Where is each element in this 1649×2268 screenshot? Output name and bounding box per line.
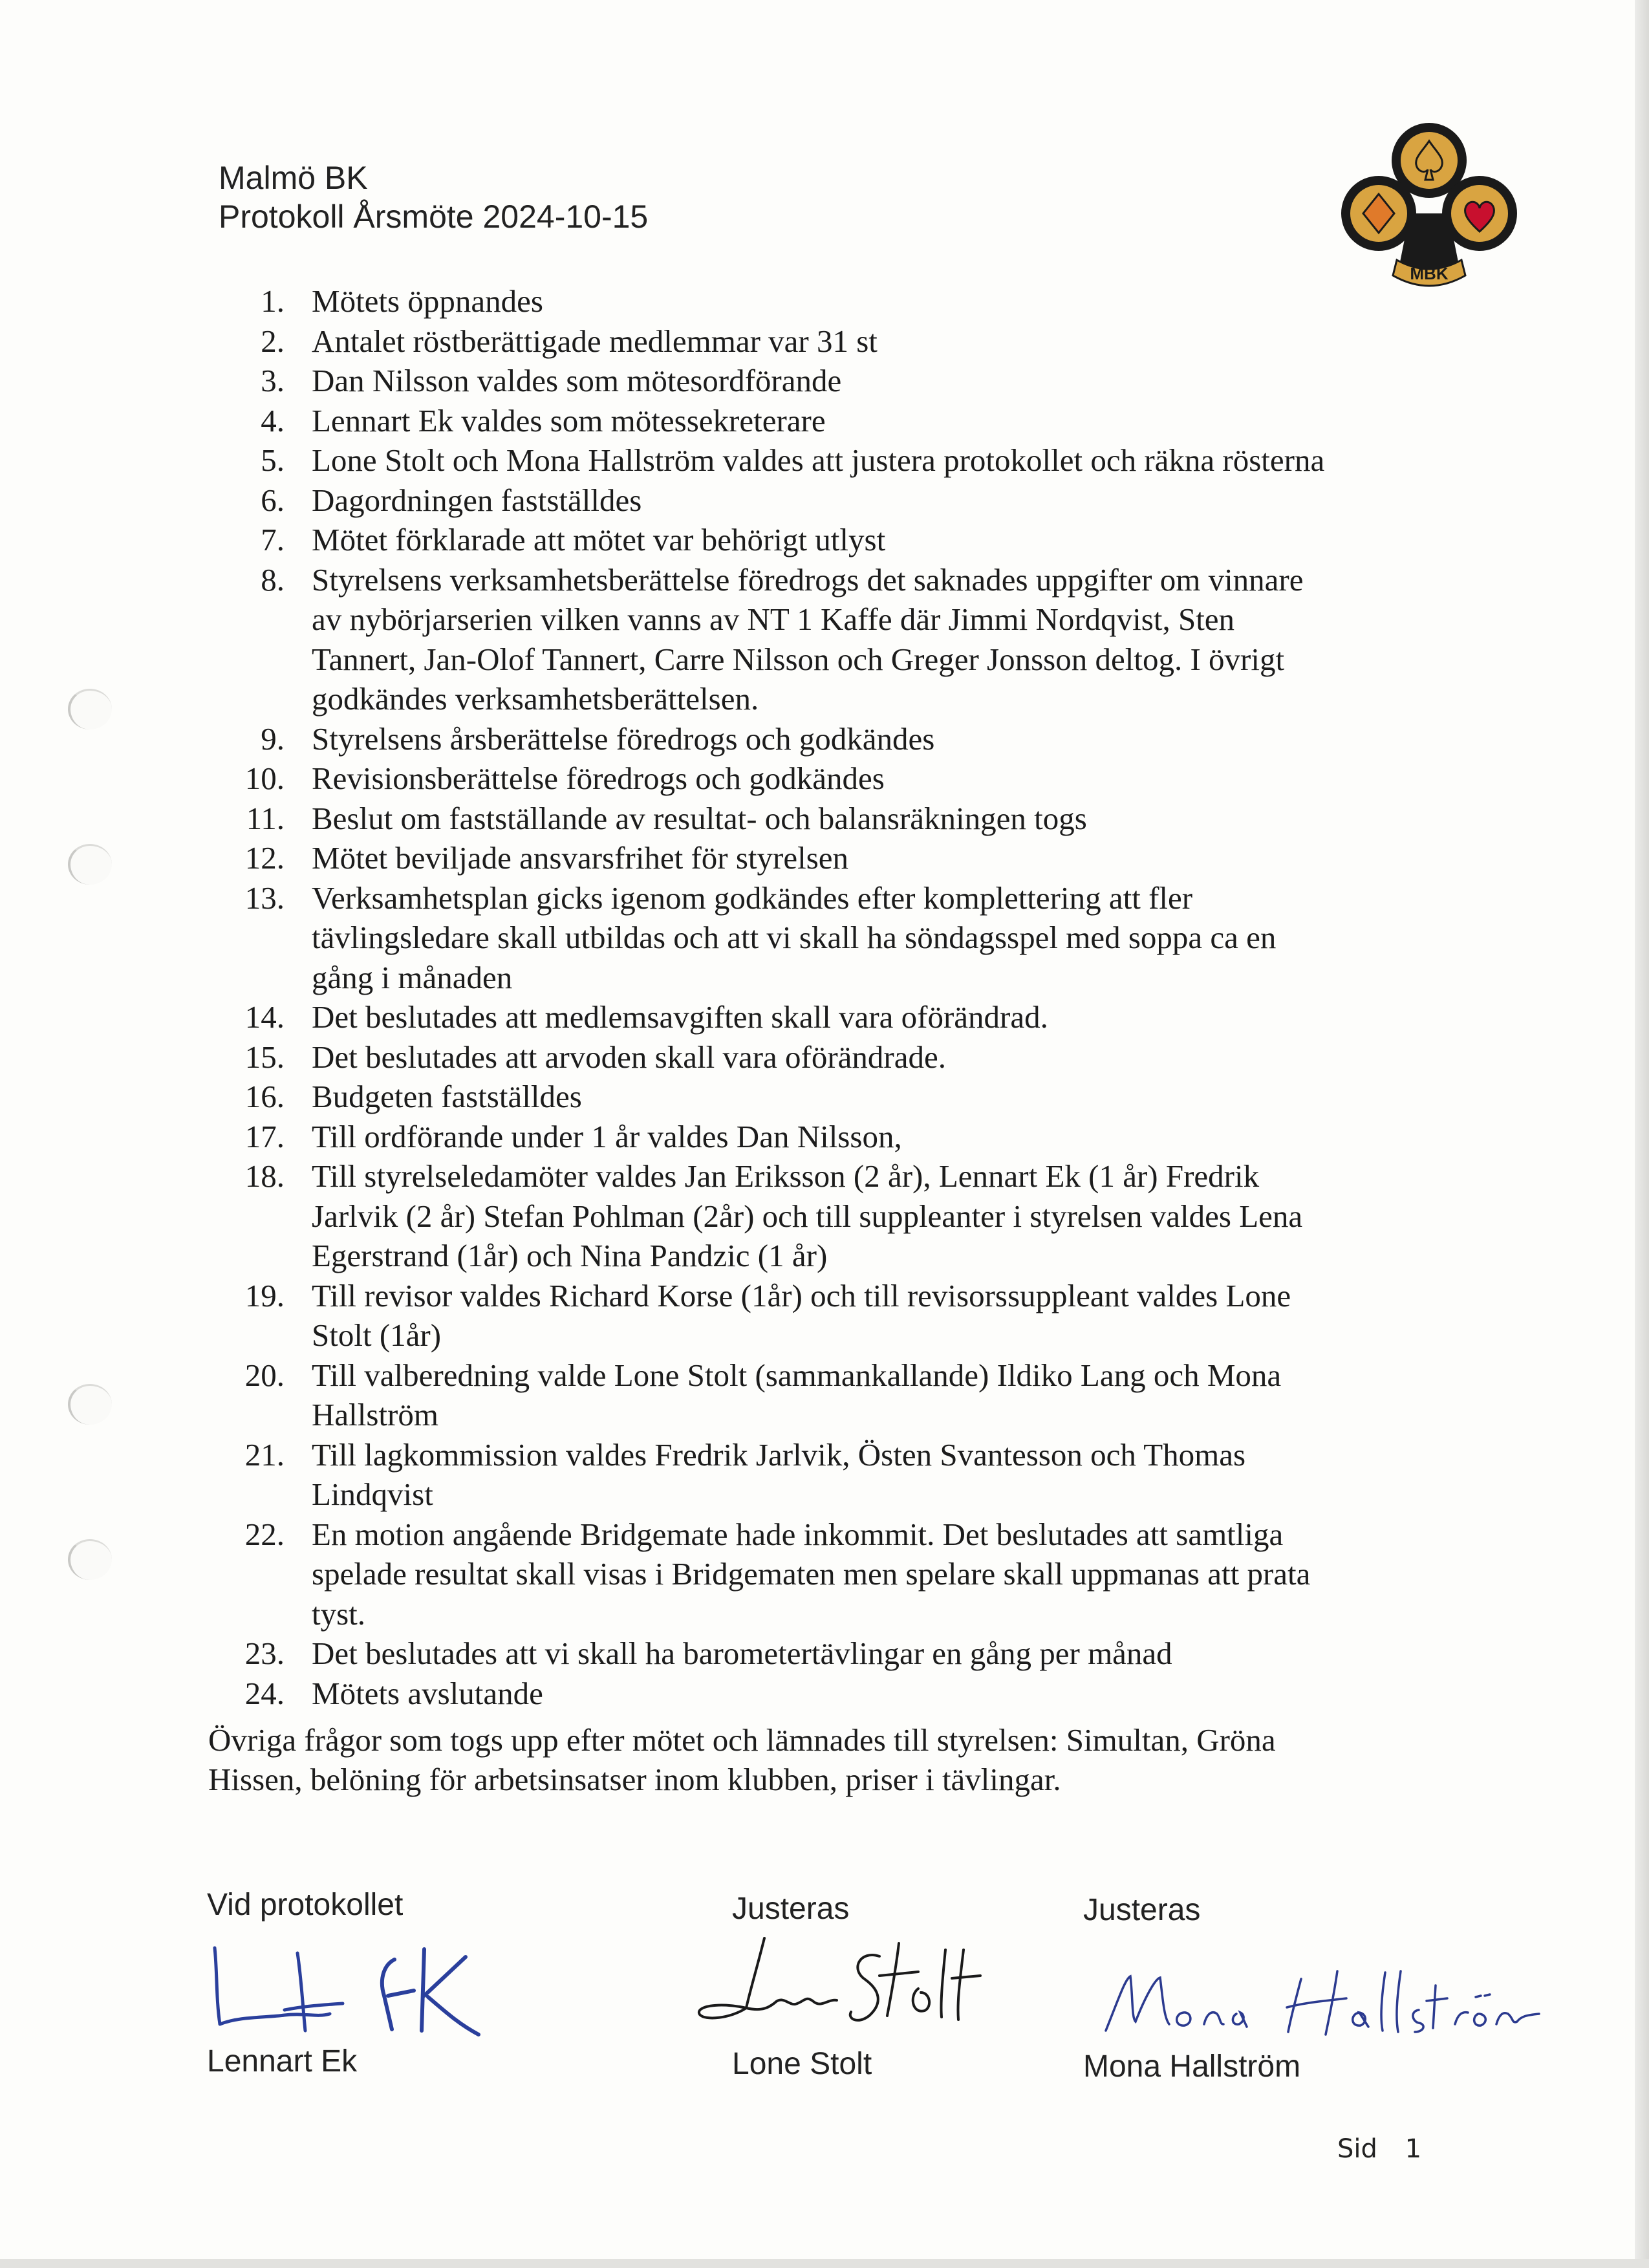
- agenda-item: [220, 759, 1500, 799]
- agenda-item-text: Jarlvik (2 år) Stefan Pohlman (2år) och till suppleanter i styrelsen valdes Lena: [312, 1198, 1303, 1234]
- agenda-item-number: 23.: [244, 1636, 285, 1671]
- agenda-item: [220, 1435, 1500, 1515]
- agenda-item-number: 21.: [244, 1436, 285, 1473]
- agenda-item: [220, 1037, 1500, 1077]
- agenda-item: [220, 878, 1500, 998]
- agenda-item-text: Till ordförande under 1 år valdes Dan Nilsson,: [312, 1118, 902, 1154]
- other-questions-line: Hissen, belöning för arbetsinsatser inom klubben, priser i tävlingar.: [208, 1762, 1061, 1797]
- agenda-item-number: 10.: [244, 761, 285, 796]
- agenda-item-number: 13.: [244, 880, 285, 916]
- agenda-item-number: 14.: [244, 999, 285, 1035]
- agenda-item-number: 8.: [261, 561, 285, 598]
- agenda-item-text: Dagordningen fastställdes: [312, 482, 642, 518]
- agenda-item-number: 17.: [244, 1118, 285, 1154]
- signature-name-justeras-1: Lone Stolt: [732, 2047, 872, 2081]
- signature-lennart-ek: [200, 1934, 504, 2037]
- agenda-item-text: Dan Nilsson valdes som mötesordförande: [312, 363, 842, 398]
- agenda-item: [220, 440, 1500, 481]
- agenda-item-text: av nybörjarserien vilken vanns av NT 1 Kaffe där Jimmi Nordqvist, Sten: [312, 601, 1235, 637]
- agenda-item: [220, 1156, 1500, 1276]
- agenda-item-text: gång i månaden: [312, 959, 513, 995]
- agenda-item-number: 12.: [244, 840, 285, 876]
- agenda-item-number: 1.: [261, 283, 285, 319]
- other-questions-line: Övriga frågor som togs upp efter mötet och lämnades till styrelsen: Simultan, Gröna: [208, 1722, 1276, 1758]
- signature-lone-stolt: [692, 1930, 989, 2047]
- agenda-item: [220, 719, 1500, 759]
- agenda-item-number: 22.: [244, 1516, 285, 1552]
- agenda-item: [220, 520, 1500, 560]
- page-label: Sid: [1337, 2134, 1377, 2164]
- agenda-item-text: tyst.: [312, 1595, 366, 1632]
- agenda-item: [220, 1117, 1500, 1157]
- punch-hole: [68, 1384, 112, 1425]
- agenda-item-text: En motion angående Bridgemate hade inkommit. Det beslutades att samtliga: [312, 1516, 1284, 1552]
- agenda-item-text: Budgeten fastställdes: [312, 1079, 582, 1114]
- agenda-item-number: 20.: [244, 1357, 285, 1393]
- agenda-item: [220, 838, 1500, 878]
- agenda-item-number: 4.: [261, 402, 285, 438]
- logo-text: MBK: [1410, 264, 1449, 283]
- agenda-item-text: Det beslutades att arvoden skall vara oförändrade.: [312, 1039, 946, 1075]
- agenda-item: [220, 1276, 1500, 1355]
- agenda-item-text: Tannert, Jan-Olof Tannert, Carre Nilsson och Greger Jonsson deltog. I övrigt: [312, 641, 1285, 677]
- signature-name-secretary: Lennart Ek: [207, 2044, 358, 2079]
- document-title: Protokoll Årsmöte 2024-10-15: [219, 199, 649, 235]
- document-header: [219, 158, 648, 236]
- agenda-item-text: Till lagkommission valdes Fredrik Jarlvik, Östen Svantesson och Thomas: [312, 1436, 1246, 1473]
- agenda-item: [220, 560, 1500, 719]
- other-questions: [208, 1720, 1437, 1799]
- agenda-item-text: Lindqvist: [312, 1476, 433, 1512]
- agenda-item-text: godkändes verksamhetsberättelsen.: [312, 681, 759, 717]
- agenda-list: [220, 281, 1500, 1713]
- agenda-item-text: Verksamhetsplan gicks igenom godkändes efter komplettering att fler: [312, 880, 1193, 916]
- agenda-item: [220, 1355, 1500, 1435]
- agenda-item: [220, 481, 1500, 521]
- agenda-item-text: Revisionsberättelse föredrogs och godkändes: [312, 761, 885, 796]
- agenda-item: [220, 799, 1500, 839]
- agenda-item-number: 19.: [244, 1277, 285, 1313]
- agenda-item-text: Beslut om fastställande av resultat- och balansräkningen togs: [312, 800, 1087, 836]
- agenda-item: [220, 281, 1500, 321]
- agenda-item-text: Stolt (1år): [312, 1317, 442, 1353]
- signature-name-justeras-2: Mona Hallström: [1083, 2049, 1301, 2084]
- agenda-item-text: tävlingsledare skall utbildas och att vi skall ha söndagsspel med soppa ca en: [312, 920, 1277, 955]
- agenda-item-text: Mötets avslutande: [312, 1675, 543, 1711]
- agenda-item-text: Till revisor valdes Richard Korse (1år) och till revisorssuppleant valdes Lone: [312, 1277, 1291, 1313]
- punch-hole: [68, 844, 112, 885]
- signature-heading-justeras-2: Justeras: [1083, 1893, 1201, 1927]
- agenda-item-number: 7.: [261, 522, 285, 557]
- agenda-item-number: 15.: [244, 1039, 285, 1075]
- agenda-item-text: Det beslutades att vi skall ha barometertävlingar en gång per månad: [312, 1636, 1172, 1671]
- agenda-item-number: 18.: [244, 1158, 285, 1194]
- page-edge: [1635, 0, 1649, 2268]
- agenda-item-number: 24.: [244, 1675, 285, 1711]
- agenda-item-text: Till styrelseledamöter valdes Jan Eriksson (2 år), Lennart Ek (1 år) Fredrik: [312, 1158, 1260, 1194]
- agenda-item-text: Antalet röstberättigade medlemmar var 31 st: [312, 323, 878, 359]
- punch-hole: [68, 689, 112, 729]
- agenda-item-text: spelade resultat skall visas i Bridgematen men spelare skall uppmanas att prata: [312, 1556, 1311, 1592]
- signature-mona-hallstrom: [1093, 1960, 1546, 2044]
- agenda-item: [220, 1515, 1500, 1634]
- agenda-item-number: 9.: [261, 720, 285, 757]
- page-number: [1337, 2134, 1421, 2164]
- agenda-item-number: 11.: [246, 800, 285, 836]
- agenda-item-text: Mötet beviljade ansvarsfrihet för styrelsen: [312, 840, 849, 876]
- agenda-item: [220, 1077, 1500, 1117]
- agenda-item-text: Lennart Ek valdes som mötessekreterare: [312, 402, 826, 438]
- page-number-value: 1: [1405, 2134, 1422, 2164]
- agenda-item-text: Styrelsens årsberättelse föredrogs och godkändes: [312, 720, 935, 757]
- agenda-item: [220, 1674, 1500, 1714]
- agenda-item-text: Till valberedning valde Lone Stolt (sammankallande) Ildiko Lang och Mona: [312, 1357, 1282, 1393]
- agenda-item: [220, 321, 1500, 362]
- signature-heading-justeras-1: Justeras: [732, 1892, 850, 1926]
- agenda-item-text: Styrelsens verksamhetsberättelse föredrogs det saknades uppgifter om vinnare: [312, 561, 1304, 598]
- agenda-item: [220, 997, 1500, 1037]
- agenda-item: [220, 1634, 1500, 1674]
- agenda-item-number: 2.: [261, 323, 285, 359]
- mbk-club-logo: [1332, 116, 1526, 297]
- agenda-item-number: 3.: [261, 363, 285, 398]
- club-name: Malmö BK: [219, 160, 368, 196]
- page-edge-bottom: [0, 2259, 1649, 2268]
- agenda-item-text: Det beslutades att medlemsavgiften skall vara oförändrad.: [312, 999, 1048, 1035]
- agenda-item-text: Hallström: [312, 1397, 438, 1432]
- punch-hole: [68, 1539, 112, 1580]
- agenda-item-text: Lone Stolt och Mona Hallström valdes att justera protokollet och räkna rösterna: [312, 442, 1325, 478]
- agenda-item-text: Mötets öppnandes: [312, 283, 543, 319]
- agenda-item: [220, 401, 1500, 441]
- agenda-item-number: 16.: [244, 1079, 285, 1114]
- agenda-item: [220, 361, 1500, 401]
- agenda-item-number: 5.: [261, 442, 285, 478]
- agenda-item-text: Egerstrand (1år) och Nina Pandzic (1 år): [312, 1238, 828, 1273]
- agenda-item-number: 6.: [261, 482, 285, 518]
- signature-heading-secretary: Vid protokollet: [207, 1888, 404, 1922]
- agenda-item-text: Mötet förklarade att mötet var behörigt utlyst: [312, 522, 886, 557]
